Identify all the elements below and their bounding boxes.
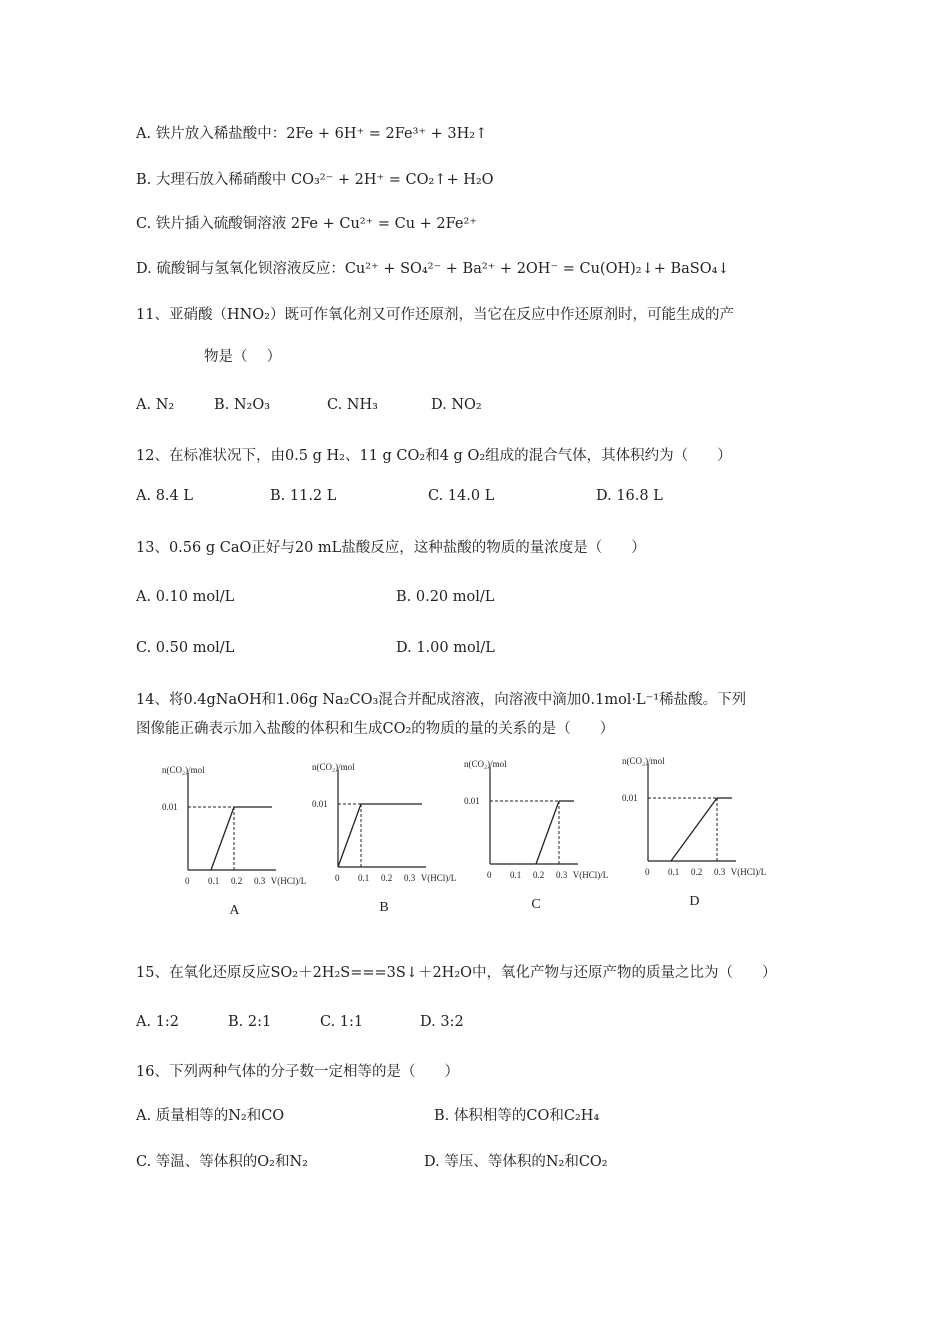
graph-letter: D (689, 894, 700, 909)
x-axis-label: V(HCl)/L (572, 870, 609, 880)
graph-d-svg (620, 756, 767, 916)
q16-stem: 16、下列两种气体的分子数一定相等的是（ ） (136, 1064, 459, 1080)
q11-option-b: B. N₂O₃ (214, 397, 271, 413)
q16-option-a: A. 质量相等的N₂和CO (136, 1108, 285, 1124)
x-tick-label: 0 (487, 870, 492, 880)
y-tick-label: 0.01 (162, 802, 178, 812)
x-tick-label: 0.3 (556, 870, 568, 880)
q14-stem-line1: 14、将0.4gNaOH和1.06g Na₂CO₃混合并配成溶液，向溶液中滴加0.1mol·L⁻¹稀盐酸。下列 (136, 692, 747, 708)
graph-c-svg (462, 759, 609, 919)
q15-option-b: B. 2:1 (228, 1014, 272, 1030)
q13-stem: 13、0.56 g CaO正好与20 mL盐酸反应，这种盐酸的物质的量浓度是（ ） (136, 540, 646, 556)
x-axis-label: V(HCl)/L (270, 876, 307, 886)
q13-option-b: B. 0.20 mol/L (396, 589, 495, 605)
x-tick-label: 0.2 (691, 867, 703, 877)
x-tick-label: 0.2 (533, 870, 545, 880)
x-axis-label: V(HCl)/L (730, 867, 767, 877)
q15-option-a: A. 1:2 (136, 1014, 180, 1030)
graph-b (310, 762, 457, 926)
x-tick-label: 0.1 (208, 876, 220, 886)
q11-option-a: A. N₂ (136, 397, 175, 413)
rising-segment (671, 798, 717, 861)
q12-option-d: D. 16.8 L (596, 488, 663, 504)
graph-letter: B (379, 900, 389, 915)
x-tick-label: 0.2 (381, 873, 393, 883)
q16-option-b: B. 体积相等的CO和C₂H₄ (434, 1108, 600, 1124)
x-tick-label: 0.2 (231, 876, 243, 886)
q11-option-c: C. NH₃ (327, 397, 378, 413)
y-tick-label: 0.01 (464, 796, 480, 806)
y-axis-label: n(CO₂)/mol (312, 762, 355, 772)
q10-option-c: C. 铁片插入硫酸铜溶液 2Fe + Cu²⁺ = Cu + 2Fe²⁺ (136, 216, 477, 232)
q16-option-d: D. 等压、等体积的N₂和CO₂ (424, 1154, 608, 1170)
q11-option-d: D. NO₂ (431, 397, 482, 413)
graph-letter: A (229, 903, 240, 918)
y-axis-label: n(CO₂)/mol (464, 759, 507, 769)
q11-stem-line1: 11、亚硝酸（HNO₂）既可作氧化剂又可作还原剂，当它在反应中作还原剂时，可能生成的产 (136, 307, 734, 323)
q13-option-a: A. 0.10 mol/L (136, 589, 235, 605)
q12-option-c: C. 14.0 L (428, 488, 495, 504)
q12-stem: 12、在标准状况下，由0.5 g H₂、11 g CO₂和4 g O₂组成的混合气体，其体积约为（ ） (136, 448, 732, 464)
q10-option-d: D. 硫酸铜与氢氧化钡溶液反应：Cu²⁺ + SO₄²⁻ + Ba²⁺ + 2OH⁻ = Cu(OH)₂↓+ BaSO₄↓ (136, 261, 730, 277)
x-tick-label: 0 (335, 873, 340, 883)
q13-option-d: D. 1.00 mol/L (396, 640, 495, 656)
y-tick-label: 0.01 (312, 799, 328, 809)
q12-option-a: A. 8.4 L (136, 488, 193, 504)
x-tick-label: 0.1 (358, 873, 370, 883)
q15-option-c: C. 1:1 (320, 1014, 364, 1030)
q14-stem-line2: 图像能正确表示加入盐酸的体积和生成CO₂的物质的量的关系的是（ ） (136, 721, 615, 737)
graph-b-svg (310, 762, 457, 922)
x-tick-label: 0.1 (668, 867, 680, 877)
graph-c (462, 759, 609, 923)
graph-a (160, 765, 307, 929)
x-tick-label: 0 (185, 876, 190, 886)
q16-option-c: C. 等温、等体积的O₂和N₂ (136, 1154, 308, 1170)
x-axis-label: V(HCl)/L (420, 873, 457, 883)
q15-stem: 15、在氧化还原反应SO₂＋2H₂S===3S↓＋2H₂O中，氧化产物与还原产物的质量之比为（ ） (136, 965, 777, 981)
x-tick-label: 0.3 (404, 873, 416, 883)
x-tick-label: 0.1 (510, 870, 522, 880)
rising-segment (536, 801, 559, 864)
graph-letter: C (531, 897, 541, 912)
q11-stem-line2: 物是（ ） (204, 349, 282, 365)
rising-segment (338, 804, 361, 867)
y-axis-label: n(CO₂)/mol (622, 756, 665, 766)
q15-option-d: D. 3:2 (420, 1014, 464, 1030)
y-tick-label: 0.01 (622, 793, 638, 803)
q10-option-a: A. 铁片放入稀盐酸中：2Fe + 6H⁺ = 2Fe³⁺ + 3H₂↑ (136, 126, 488, 142)
q13-option-c: C. 0.50 mol/L (136, 640, 235, 656)
x-tick-label: 0.3 (254, 876, 266, 886)
graph-d (620, 756, 767, 920)
x-tick-label: 0.3 (714, 867, 726, 877)
q10-option-b: B. 大理石放入稀硝酸中 CO₃²⁻ + 2H⁺ = CO₂↑+ H₂O (136, 172, 494, 188)
graph-a-svg (160, 765, 307, 925)
q12-option-b: B. 11.2 L (270, 488, 337, 504)
rising-segment (211, 807, 234, 870)
y-axis-label: n(CO₂)/mol (162, 765, 205, 775)
x-tick-label: 0 (645, 867, 650, 877)
